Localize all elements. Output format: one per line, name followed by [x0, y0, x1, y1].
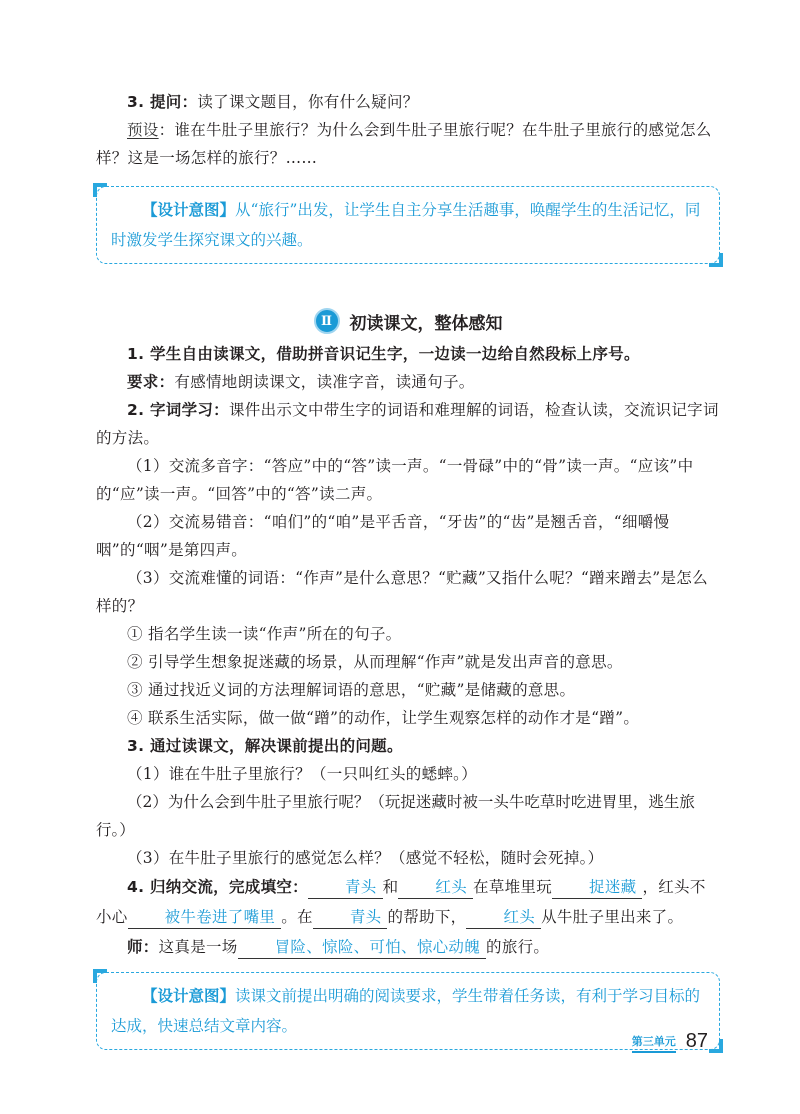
step-1-heading: 1. 学生自由读课文，借助拼音识记生字，一边读一边给自然段标上序号。: [127, 345, 640, 363]
preset-text: ：谁在牛肚子里旅行？为什么会到牛肚子里旅行呢？在牛肚子里旅行的感觉怎么样？这是一场怎样的旅行？……: [96, 121, 712, 167]
step-4-text: ，红头不小心: [96, 878, 706, 926]
qa-item: [96, 788, 720, 844]
fill-blank: 青头: [308, 876, 383, 899]
question-3-label: 3. 提问：: [127, 93, 198, 111]
step-1-requirement: [96, 368, 720, 396]
step-3-heading: 3. 通过读课文，解决课前提出的问题。: [127, 737, 403, 755]
step-4-text: 。在: [281, 908, 313, 926]
fill-blank: 被牛卷进了嘴里: [128, 906, 282, 929]
design-intent-tag: 【设计意图】: [142, 201, 236, 219]
step-2-substep: ② 引导学生想象捉迷藏的场景，从而理解“作声”就是发出声音的意思。: [127, 653, 623, 671]
section-heading: [96, 308, 720, 334]
design-intent-box-2: [96, 972, 720, 1050]
fill-blank: 冒险、惊险、可怕、惊心动魄: [238, 936, 486, 959]
unit-label: 第三单元: [632, 1033, 676, 1053]
step-4-text: 和: [382, 878, 399, 896]
design-intent-body: 从“旅行”出发，让学生自主分享生活趣事，唤醒学生的生活记忆，同时激发学生探究课文的兴趣。: [111, 201, 701, 249]
qa-answer: （玩捉迷藏时被一头牛吃草时吃进胃里，逃生旅行。）: [96, 793, 695, 839]
step-2-text: 课件出示文中带生字的词语和难理解的词语，检查认读，交流识记字词的方法。: [96, 401, 719, 447]
corner-ornament-icon: [93, 969, 107, 983]
step-4-text: 的帮助下，: [387, 908, 467, 926]
page-content: [96, 88, 720, 1050]
fill-blank: 红头: [466, 906, 541, 929]
qa-question: （3）在牛肚子里旅行的感觉怎么样？: [127, 849, 390, 867]
corner-ornament-icon: [709, 253, 723, 267]
section-number-badge: Ⅱ: [314, 308, 340, 334]
fill-blank: 捉迷藏: [552, 876, 642, 899]
step-2-substep: ③ 通过找近义词的方法理解词语的意思，“贮藏”是储藏的意思。: [127, 681, 576, 699]
step-2-heading: 2. 字词学习：: [127, 401, 229, 419]
fill-blank: 红头: [398, 876, 473, 899]
preset-label: 预设: [127, 121, 159, 139]
requirement-label: 要求：: [127, 373, 175, 391]
step-4-paragraph: [96, 872, 720, 932]
teacher-text: 这真是一场: [158, 938, 238, 956]
qa-answer: （一只叫红头的蟋蟀。）: [310, 765, 478, 783]
fill-blank: 青头: [313, 906, 388, 929]
preset-answer: [96, 116, 720, 172]
design-intent-tag: 【设计意图】: [142, 987, 236, 1005]
question-3-text: 读了课文题目，你有什么疑问？: [197, 93, 419, 111]
step-2-substep: ① 指名学生读一读“作声”所在的句子。: [127, 625, 402, 643]
qa-question: （2）为什么会到牛肚子里旅行呢？: [127, 793, 370, 811]
qa-item: [96, 760, 720, 788]
step-4-heading: 4. 归纳交流，完成填空：: [127, 878, 308, 896]
qa-question: （1）谁在牛肚子里旅行？: [127, 765, 311, 783]
corner-ornament-icon: [93, 183, 107, 197]
corner-ornament-icon: [709, 1039, 723, 1053]
page-footer: [632, 1030, 708, 1053]
page-number: 87: [685, 1030, 708, 1052]
design-intent-box-1: [96, 186, 720, 264]
qa-answer: （感觉不轻松，随时会死掉。）: [389, 849, 604, 867]
qa-item: [96, 844, 720, 872]
section-title: 初读课文，整体感知: [349, 313, 503, 334]
design-intent-1-text: [111, 195, 705, 255]
step-2-item: （1）交流多音字：“答应”中的“答”读一声。“一骨碌”中的“骨”读一声。“应该”中的“应”读一声。“回答”中的“答”读二声。: [96, 457, 694, 503]
step-2-item: （2）交流易错音：“咱们”的“咱”是平舌音，“牙齿”的“齿”是翘舌音，“细嚼慢咽”的“咽”是第四声。: [96, 513, 670, 559]
question-3: [96, 88, 720, 116]
step-2-item: （3）交流难懂的词语：“作声”是什么意思？“贮藏”又指什么呢？“蹭来蹭去”是怎么样的？: [96, 569, 708, 615]
design-intent-body: 读课文前提出明确的阅读要求，学生带着任务读，有利于学习目标的达成，快速总结文章内容。: [111, 987, 701, 1035]
step-4-text: 从牛肚子里出来了。: [541, 908, 684, 926]
step-2-paragraph: [96, 396, 720, 452]
step-2-substep: ④ 联系生活实际，做一做“蹭”的动作，让学生观察怎样的动作才是“蹭”。: [127, 709, 640, 727]
step-4-text: 在草堆里玩: [473, 878, 553, 896]
teacher-text: 的旅行。: [486, 938, 550, 956]
teacher-label: 师：: [127, 938, 159, 956]
teacher-line: [96, 932, 720, 962]
requirement-text: 有感情地朗读课文，读准字音，读通句子。: [174, 373, 475, 391]
design-intent-2-text: [111, 981, 705, 1041]
